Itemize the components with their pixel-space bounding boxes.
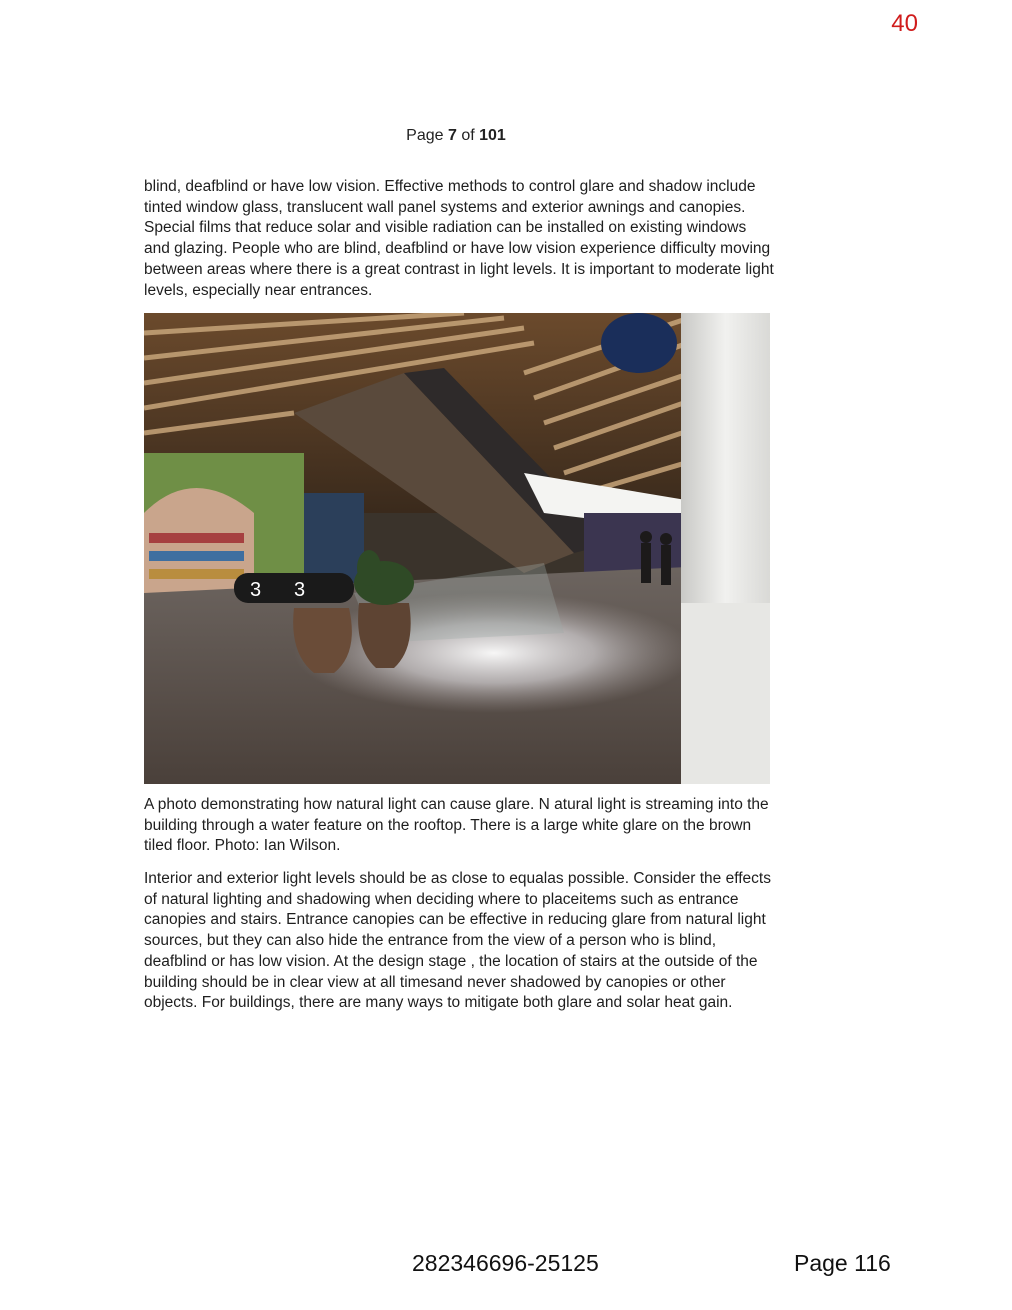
intro-paragraph: blind, deafblind or have low vision. Effective methods to control glare and shadow include tinted window glass, translucent wall panel systems and exterior awnings and canopies. Special films that reduce solar and visible radiation can be installed on existing windows and glazing. People who are blind, deafblind or have low vision experience difficulty moving between areas where there is a great contrast in light levels. It is important to moderate light levels, especially near entrances. bbox=[144, 178, 774, 299]
footer-document-id: 282346696-25125 bbox=[412, 1250, 599, 1276]
footer-page-label: Page 116 bbox=[794, 1250, 891, 1276]
photo-sign-numeral-2: 3 bbox=[294, 579, 306, 601]
body-paragraph: Interior and exterior light levels should be as close to equalas possible. Consider the effects of natural lighting and shadowing when deciding where to placeitems such as entrance canopies and stairs. Entrance canopies can be effective in reducing glare from natural light sources, but they can also hide the entrance from the view of a person who is blind, deafblind or has low vision. At the design stage , the location of stairs at the outside of the building should be in clear view at all timesand never shadowed by canopies or other objects. For buildings, there are many ways to mitigate both glare and solar heat gain. bbox=[144, 870, 771, 1012]
header-total-pages: 101 bbox=[479, 127, 506, 144]
page-header bbox=[0, 127, 912, 145]
header-prefix: Page bbox=[406, 127, 448, 144]
page-stamp-number: 40 bbox=[891, 10, 918, 37]
photo-caption: A photo demonstrating how natural light can cause glare. N atural light is streaming into the building through a water feature on the rooftop. There is a large white glare on the brown tiled floor. Photo: Ian Wilson. bbox=[144, 796, 769, 855]
photo-sign-numeral-1: 3 bbox=[250, 579, 262, 601]
header-current-page: 7 bbox=[447, 127, 457, 144]
header-of: of bbox=[456, 127, 480, 144]
glare-photo bbox=[144, 313, 770, 784]
